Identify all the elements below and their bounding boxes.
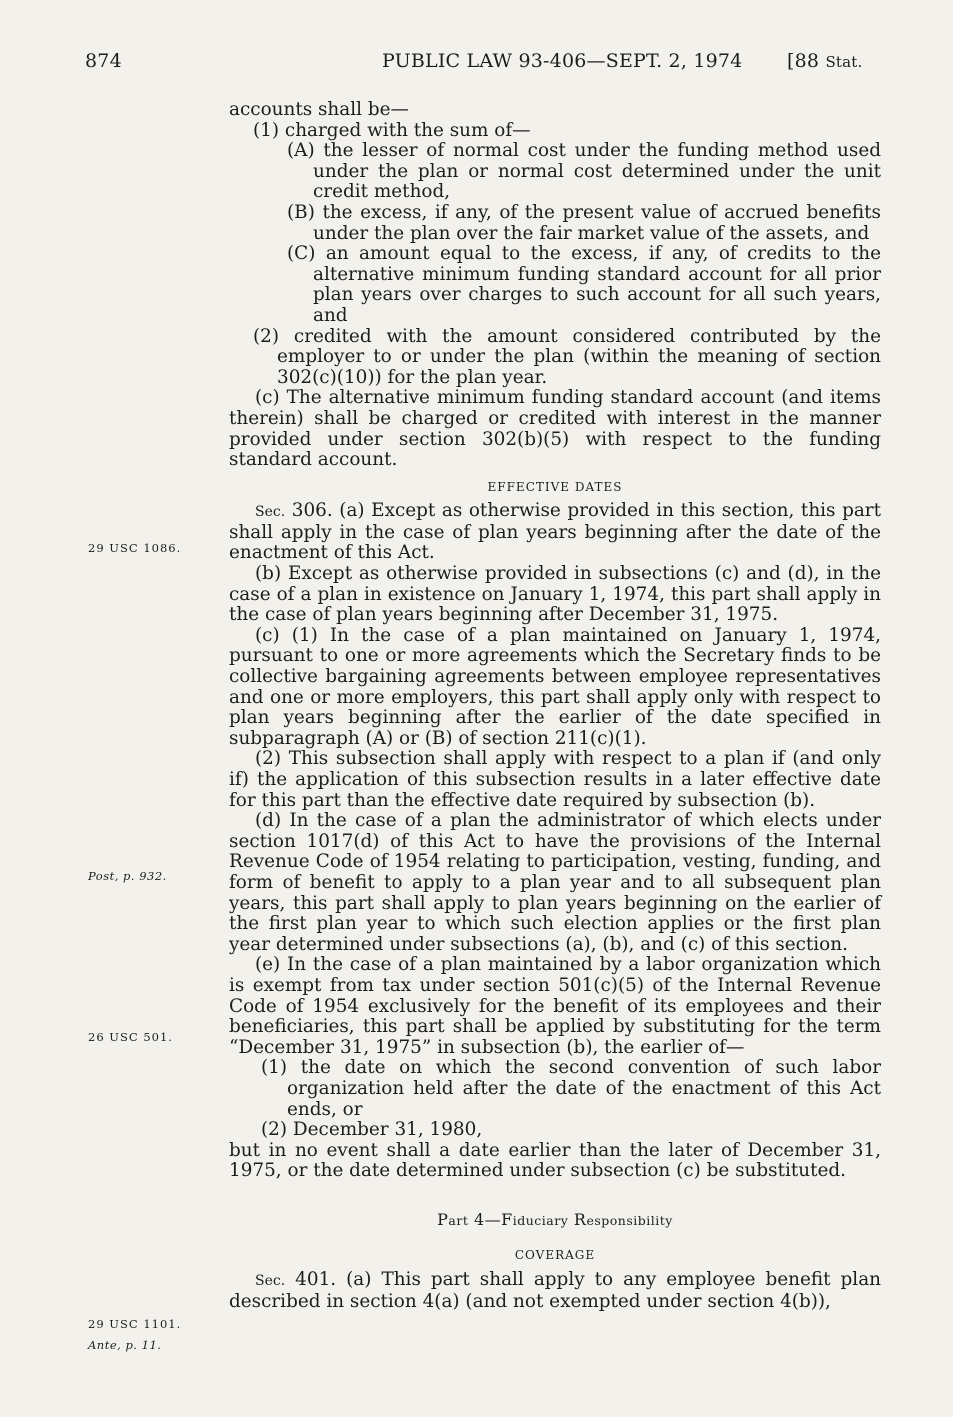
paragraph: but in no event shall a date earlier than the later of December 31, 1975, or the date determined under subsection (c) be substituted. (229, 1139, 881, 1182)
margin-citation: 29 USC 1101. (88, 1317, 182, 1331)
paragraph: (2) December 31, 1980, (261, 1119, 483, 1141)
page-number: 874 (85, 50, 122, 72)
statute-prefix: [88 (787, 50, 826, 72)
part-smallcaps: esponsibility (586, 1212, 673, 1228)
margin-citation: 26 USC 501. (88, 1030, 173, 1044)
paragraph: (d) In the case of a plan the administrator of which elects under section 1017(d) of this Act to have the provisions of the Internal Revenue Code of 1954 relating to participation, vesting, funding, and form of benefit to apply to a plan year and to all subsequent plan years, this part shall apply to plan years beginning on the earlier of the first plan year to which such election applies or the first plan year determined under subsections (a), (b), and (c) of this section. (229, 810, 881, 955)
section-abbrev: Sec. (255, 504, 286, 521)
paragraph: (A) the lesser of normal cost under the funding method used under the plan or normal cost determined under the unit credit method, (287, 140, 881, 203)
paragraph: accounts shall be— (229, 99, 409, 120)
section-text: 401. (a) This part shall apply to any employee benefit plan described in section 4(a) (and not exempted under section 4(b)), (229, 1269, 881, 1312)
paragraph (229, 1270, 881, 1312)
paragraph: (2) credited with the amount considered contributed by the employer to or under the plan (within the meaning of section 302(c)(10)) for the plan year. (253, 325, 881, 388)
paragraph: (c) (1) In the case of a plan maintained on January 1, 1974, pursuant to one or more agreements which the Secretary finds to be collective bargaining agreements between employee representatives and one or more employers, this part shall apply only with respect to plan years beginning after the earlier of the date specified in subparagraph (A) or (B) of section 211(c)(1). (229, 624, 881, 749)
part-smallcaps: iduciary (512, 1212, 569, 1228)
margin-citation: Ante, p. 11. (88, 1338, 162, 1352)
part-smallcaps: art (448, 1212, 469, 1228)
running-header-title: PUBLIC LAW 93-406—SEPT. 2, 1974 (382, 50, 743, 72)
paragraph: (B) the excess, if any, of the present value of accrued benefits under the plan over the fair market value of the assets, and (287, 201, 881, 244)
paragraph: (C) an amount equal to the excess, if any, of credits to the alternative minimum funding standard account for all prior plan years over charges to such account for all such years, and (287, 243, 881, 326)
section-heading-coverage: COVERAGE (514, 1248, 596, 1263)
paragraph: (1) charged with the sum of— (253, 119, 531, 141)
section-text: 306. (a) Except as otherwise provided in this section, this part shall apply in the case of plan years beginning after the date of the enactment of this Act. (229, 500, 881, 564)
statute-word: Stat. (825, 53, 863, 71)
margin-citation: Post, p. 932. (88, 869, 167, 883)
paragraph: (c) The alternative minimum funding standard account (and items therein) shall be charged or credited with interest in the manner provided under section 302(b)(5) with respect to the funding standard account. (229, 387, 881, 471)
paragraph: (2) This subsection shall apply with respect to a plan if (and only if) the application of this subsection results in a later effective date for this part than the effective date required by subsection (b). (229, 748, 881, 811)
part-heading (229, 1210, 881, 1232)
paragraph: (1) the date on which the second convention of such labor organization held after the date of the enactment of this Act ends, or (261, 1057, 881, 1120)
paragraph (229, 501, 881, 564)
part-letter: P (437, 1209, 449, 1229)
margin-citation: 29 USC 1086. (88, 541, 182, 555)
paragraph: (e) In the case of a plan maintained by a labor organization which is exempt from tax under section 501(c)(5) of the Internal Revenue Code of 1954 exclusively for the benefit of its employees and their beneficiaries, this part shall be applied by substituting for the term “December 31, 1975” in subsection (b), the earlier of— (229, 954, 881, 1058)
section-heading-effective-dates: EFFECTIVE DATES (487, 479, 623, 494)
part-number: 4—F (468, 1209, 513, 1229)
part-letter: R (568, 1209, 587, 1229)
paragraph: (b) Except as otherwise provided in subsections (c) and (d), in the case of a plan in existence on January 1, 1974, this part shall apply in the case of plan years beginning after December 31, 1975. (229, 563, 881, 626)
statute-reference (787, 50, 862, 72)
section-abbrev: Sec. (255, 1273, 286, 1290)
page-body (229, 100, 881, 1312)
